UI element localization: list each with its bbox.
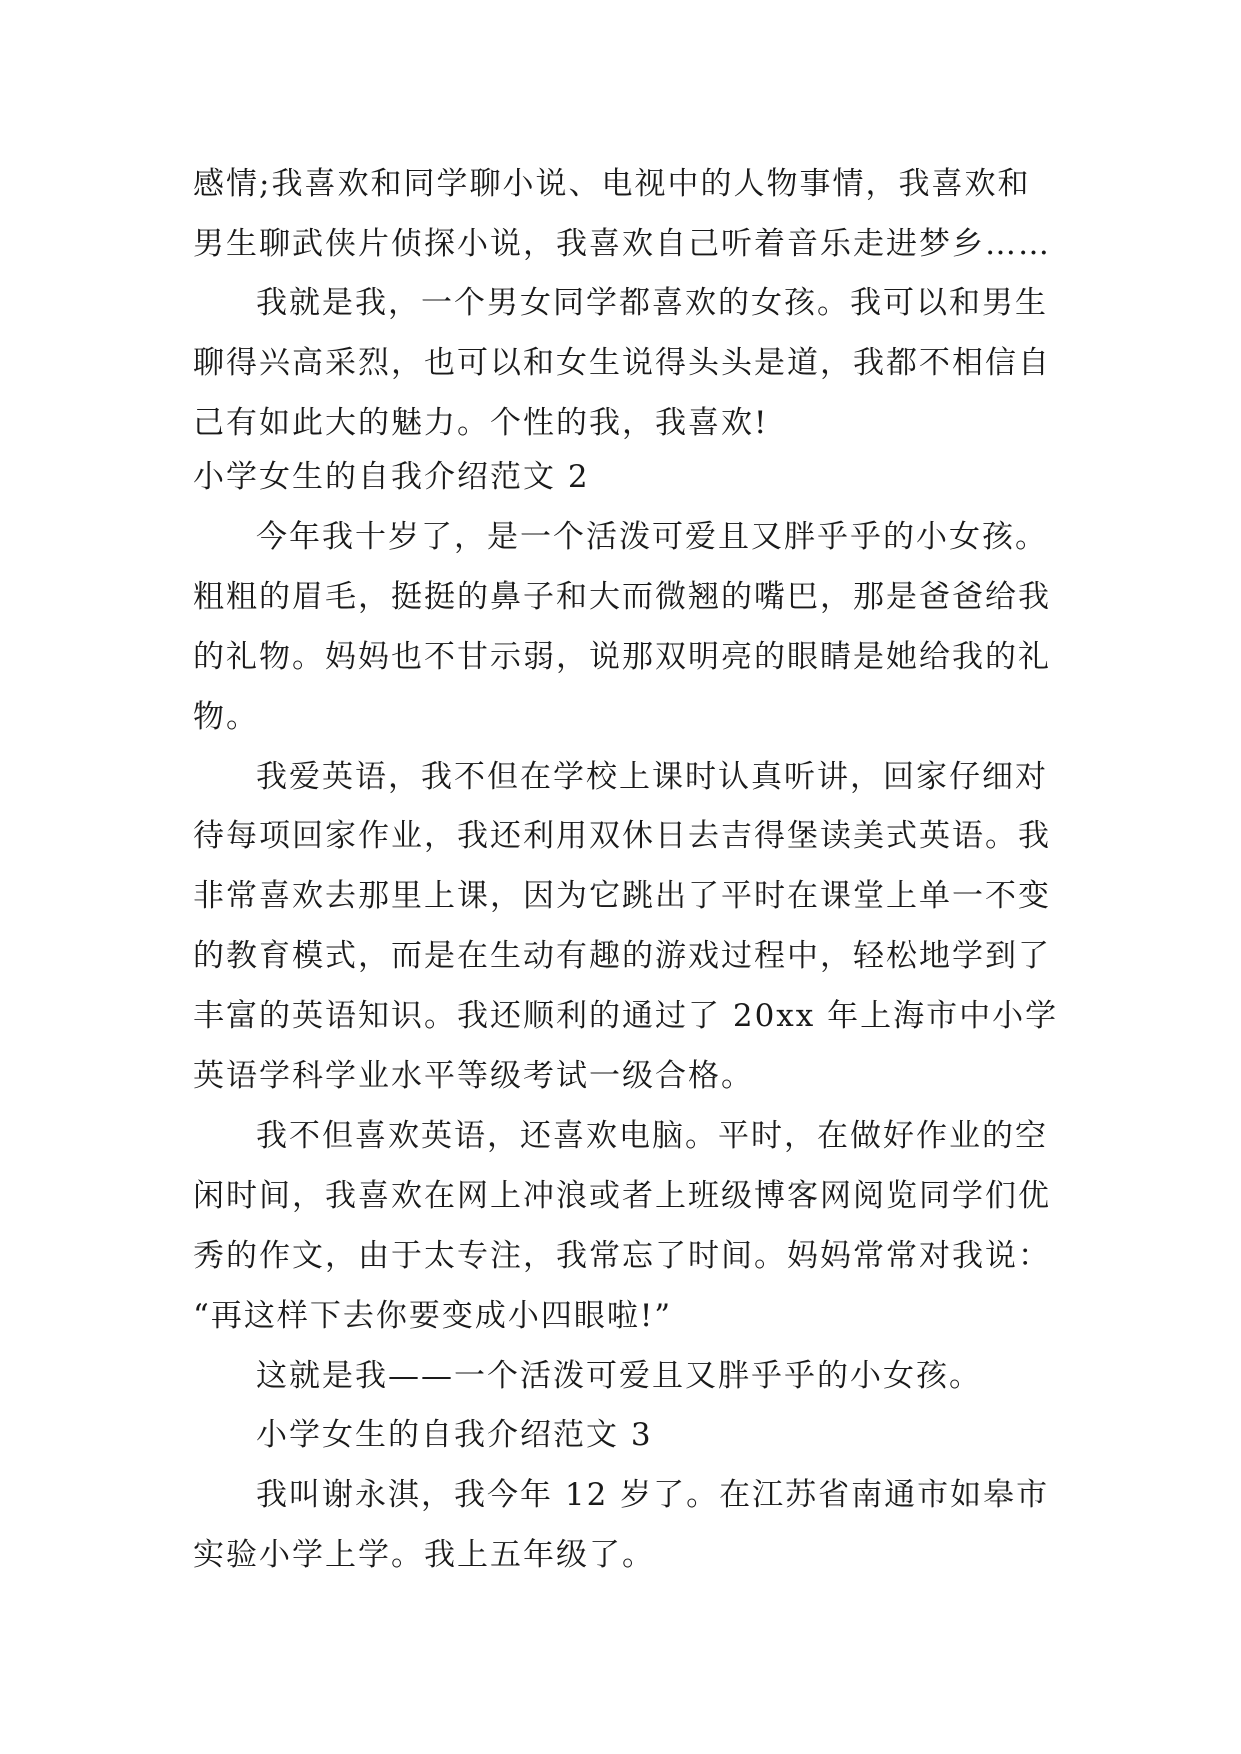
text-line: 闲时间，我喜欢在网上冲浪或者上班级博客网阅览同学们优: [193, 1178, 1051, 1214]
text-line: 秀的作文，由于太专注，我常忘了时间。妈妈常常对我说：: [193, 1238, 1051, 1274]
text-line: 这就是我——一个活泼可爱且又胖乎乎的小女孩。: [256, 1358, 982, 1394]
text-line: 感情;我喜欢和同学聊小说、电视中的人物事情，我喜欢和: [193, 166, 1031, 202]
section-heading: 小学女生的自我介绍范文 3: [256, 1417, 653, 1453]
text-line: 的礼物。妈妈也不甘示弱，说那双明亮的眼睛是她给我的礼: [193, 639, 1051, 675]
text-line: 己有如此大的魅力。个性的我，我喜欢!: [193, 405, 769, 441]
text-line: 非常喜欢去那里上课，因为它跳出了平时在课堂上单一不变: [193, 878, 1051, 914]
text-line: 丰富的英语知识。我还顺利的通过了 20xx 年上海市中小学: [193, 998, 1059, 1034]
text-line: 我就是我，一个男女同学都喜欢的女孩。我可以和男生: [256, 285, 1048, 321]
text-line: 物。: [193, 699, 259, 735]
text-line: 实验小学上学。我上五年级了。: [193, 1537, 655, 1573]
text-line: 我不但喜欢英语，还喜欢电脑。平时，在做好作业的空: [256, 1118, 1048, 1154]
text-line: 男生聊武侠片侦探小说，我喜欢自己听着音乐走进梦乡……: [193, 226, 1051, 262]
text-line: “再这样下去你要变成小四眼啦!”: [193, 1298, 673, 1334]
text-line: 的教育模式，而是在生动有趣的游戏过程中，轻松地学到了: [193, 938, 1051, 974]
text-line: 聊得兴高采烈，也可以和女生说得头头是道，我都不相信自: [193, 345, 1051, 381]
section-heading: 小学女生的自我介绍范文 2: [193, 459, 590, 495]
text-line: 待每项回家作业，我还利用双休日去吉得堡读美式英语。我: [193, 818, 1051, 854]
text-line: 我爱英语，我不但在学校上课时认真听讲，回家仔细对: [256, 759, 1048, 795]
text-line: 我叫谢永淇，我今年 12 岁了。在江苏省南通市如皋市: [256, 1477, 1050, 1513]
text-line: 今年我十岁了，是一个活泼可爱且又胖乎乎的小女孩。: [256, 519, 1048, 555]
text-line: 英语学科学业水平等级考试一级合格。: [193, 1058, 754, 1094]
text-line: 粗粗的眉毛，挺挺的鼻子和大而微翘的嘴巴，那是爸爸给我: [193, 579, 1051, 615]
